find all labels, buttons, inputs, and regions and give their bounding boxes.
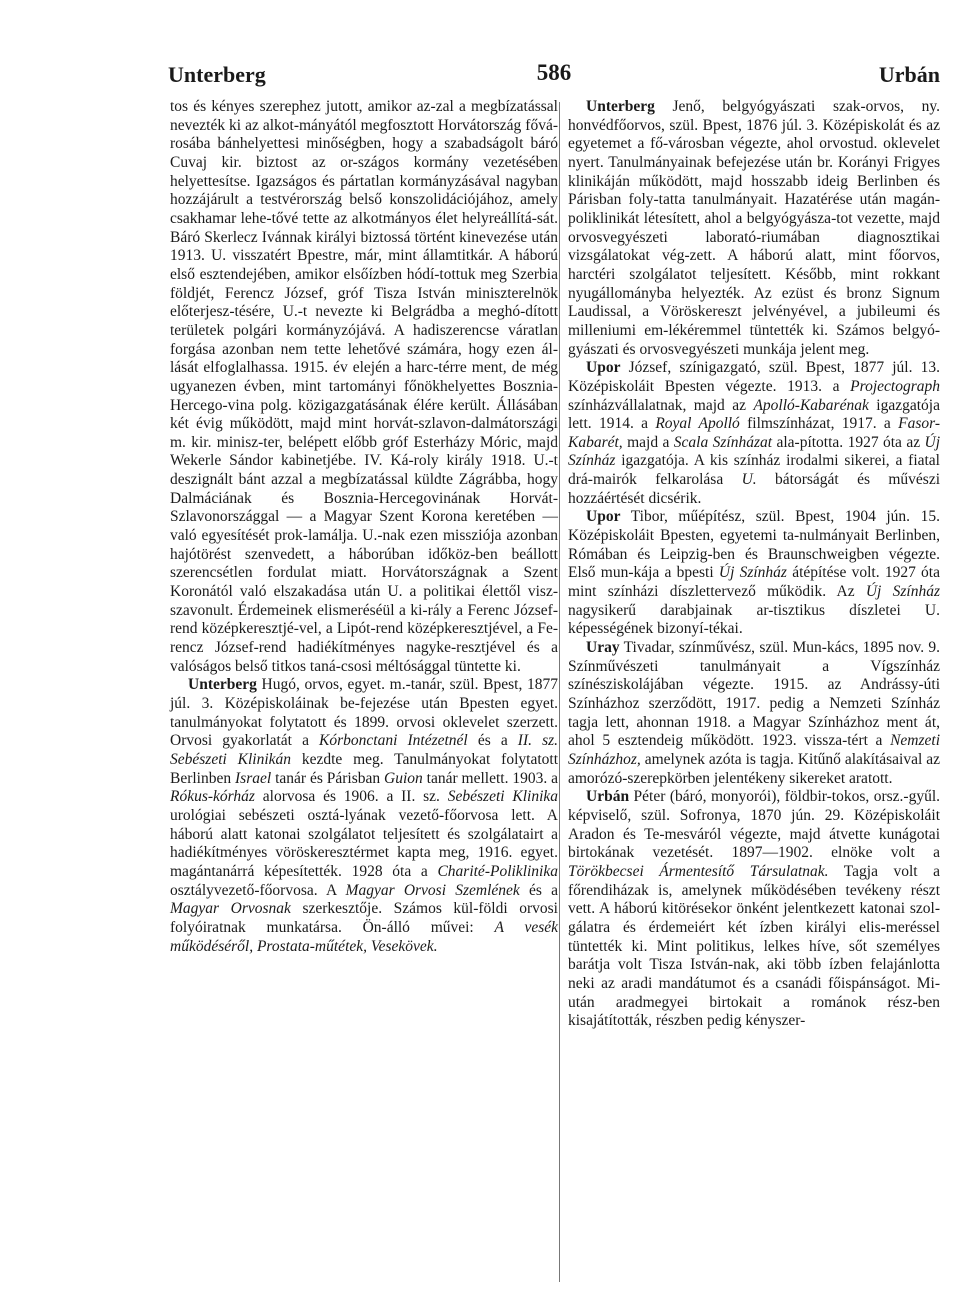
running-head-right: Urbán xyxy=(878,62,940,87)
entry-upor-jozsef: Upor József, színigazgató, szül. Bpest, 1877 júl. 13. Középiskoláit Bpesten végezte. 1913. a Projectograph színházvállalatnak, majd az Apolló-Kabarénak igazgatója lett. 1914. a Royal Apolló filmszínházat, 1917. a Fasor-Kabarét, majd a Scala Színházat ala-pította. 1927 óta az Új Színház igazgatója. A kis színház irodalmi sikerei, a fiatal drá-mairók felkarolása U. bátorságát és művészi hozzáértését dicsérik. xyxy=(568,359,941,507)
entry-name: Upor xyxy=(586,508,621,526)
entry-name: Upor xyxy=(586,359,621,377)
entry-continuation: tos és kényes szerephez jutott, amikor az-zal a megbízatással nevezték ki az alkot-mányától megfosztott Horvátország fővá-rosába bánhelyettesi minőségben, hogy a szabadságolt báró Cuvaj kir. biztost az or-szágos kormány vezetésében helyettesítse. Igazságos és pártatlan kormányzásával nagyban hozzájárult a testvérország belső konszolidációjához, amely csakhamar lehe-tővé tette az alkotmányos élet helyreállítá-sát. Báró Skerlecz Ivánnak királyi biztossá történt kinevezése után 1913. U. visszatért Bpestre, már, mint államtitkár. A háború első esztendejében, amikor elsőízben hódí-tottuk meg Szerbia földjét, Ferencz József, gróf Tisza István miniszterelnök előterjesz-tésére, U.-t nevezte ki Belgrádba a meghó-dított területek polgári kormányzójává. A hadiszerencse váratlan forgása azonban nem tette lehetővé számára, hogy ezen ál-lását elfoglalhassa. 1915. év elején a harc-térre ment, de még ugyanezen évben, mint tartományi főnökhelyettes Bosznia-Hercego-vina polg. közigazgatásának élére került. Állásában két évig működött, majd mint horvát-szlavon-dalmátországi m. kir. minisz-ter, belépett előbb gróf Esterházy Móric, majd Wekerle Sándor kabinetjébe. IV. Ká-roly király 1918. U.-t deszignált bánt azzal a megbízatással küldte Zágrábba, hogy Dalmáciának és Bosznia-Hercegovinának Horvát-Szlavonországgal — a Magyar Szent Korona keretében — való egyesítését prok-lamálja. U.-nak ezen missziója azonban hajótörést szenvedett, a háborúban időköz-ben beállott szerencsétlen fordulat miatt. Horvátországnak a Szent Koronától való elszakadása után U. a politikai élettől visz-szavonult. Érdemeinek elismeréséül a ki-rály a Ferenc József-rend középkeresztjé-vel, a Lipót-rend középkeresztjével, a Fe-rencz József-rend hadiékítményes nagyke-resztjével és a valóságos belső titkos taná-csosi méltósággal tüntette ki. xyxy=(170,98,558,675)
page-number: 586 xyxy=(536,60,572,85)
column-divider xyxy=(559,102,560,1282)
entry-name: Urbán xyxy=(586,788,630,806)
entry-unterberg-jeno: Unterberg Jenő, belgyógyászati szak-orvos, ny. honvédfőorvos, szül. Bpest, 1876 júl. 3. Középiskolát és az egyetemet a fő-városban végezte, ahol orvostud. oklevelet nyert. Tanulmányainak befejezése után br. Korányi Frigyes klinikáján működött, majd hosszabb ideig Berlinben és Párisban foly-tatta tanulmányait. Hazatérése után magán-poliklinikát létesített, ahol a belgyógyásza-tot vezette, majd orvosvegyészeti laborató-riumában diagnosztikai vizsgálatokat vég-zett. A háború alatt, mint főorvos, harctéri szolgálatot teljesített. Később, mint rokkant nyugállományba helyezték. Az ezüst és bronz Signum Laudissal, a Vöröskereszt jelvényével, a jubileumi és milleniumi em-lékéremmel tüntették ki. Számos belgyó-gyászati és orvosvegyészeti munkája jelent meg. xyxy=(568,98,940,358)
left-column xyxy=(170,98,558,956)
entry-name: Unterberg xyxy=(188,676,257,694)
entry-name: Unterberg xyxy=(586,98,655,115)
entry-uray-tivadar: Uray Tivadar, színművész, szül. Mun-kács, 1895 nov. 9. Színművészeti tanulmányait a Vígszínház színésziskolájában végezte. 1915. az Andrássy-úti Színházhoz szerződött, 1917. pedig a Nemzeti Színház tagja lett, ahonnan 1918. a Magyar Színházhoz ment át, ahol 5 esztendeig működött. 1923. vissza-tért a Nemzeti Színházhoz, amelynek azóta is tagja. Kitűnő alakításaival az amorózó-szerepkörben jelentékeny sikereket aratott. xyxy=(568,639,940,787)
entry-upor-tibor: Upor Tibor, műépítész, szül. Bpest, 1904 jún. 15. Középiskoláit Bpesten, egyetemi ta-nulmányait Berlinben, Rómában és Leipzig-ben és Braunschweigben végezte. Első mun-kája a bpesti Új Színház átépítése volt. 1927 óta mint színházi díszlettervező működik. Az Új Színház nagysikerű darabjainak ar-tisztikus díszletei U. képességének bizonyí-tékai. xyxy=(568,508,940,638)
right-column xyxy=(568,98,940,1031)
entry-urban-peter: Urbán Péter (báró, monyorói), földbir-tokos, orsz.-gyűl. képviselő, szül. Sofronya, 1870 jún. 29. Középiskoláit Aradon és Te-mesváról végezte, majd átvette kunágotai birtokának vezetését. 1897—1902. elnöke volt a Törökbecsei Ármentesítő Társulatnak. Tagja volt a főrendiházak is, amelynek működésében tevékeny részt vett. A háború kitörésekor önként jelentkezett katonai szol-gálatra és érdemeiért két ízben királyi elis-meréssel tüntették ki. Mint politikus, lelkes híve, sőt személyes barátja volt Tisza István-nak, aki több ízben felajánlotta neki az aradi mandátumot és a csanádi főispánságot. Mi-után aradmegyei birtokait a románok rész-ben kisajátították, részben pedig kényszer- xyxy=(568,788,940,1030)
running-head-left: Unterberg xyxy=(168,62,266,87)
entry-unterberg-hugo: Unterberg Hugó, orvos, egyet. m.-tanár, szül. Bpest, 1877 júl. 3. Középiskoláinak be-fejezése után Bpesten egyet. tanulmányokat folytatott és 1899. orvosi oklevelet szerzett. Orvosi gyakorlatát a Kórbonctani Intézetnél és a II. sz. Sebészeti Klinikán kezdte meg. Tanulmányokat folytatott Berlinben Israel tanár és Párisban Guion tanár mellett. 1903. a Rókus-kórház alorvosa és 1906. a II. sz. Sebészeti Klinika urológiai sebészeti osztá-lyának vezető-főorvosa lett. A háború alatt katonai szolgálatot teljesített és szolgálatairt a hadiékítményes vöröskeresztérmet kapta meg, 1916. egyet. magántanárrá képesítették. 1928 óta a Charité-Poliklinika osztályvezető-főorvosa. A Magyar Orvosi Szemlének és a Magyar Orvosnak szerkesztője. Számos kül-földi orvosi folyóiratnak munkatársa. Ön-álló művei: A vesék működéséről, Prostata-műtétek, Vesekövek. xyxy=(170,676,559,955)
entry-name: Uray xyxy=(586,639,620,657)
page-header xyxy=(168,56,940,96)
